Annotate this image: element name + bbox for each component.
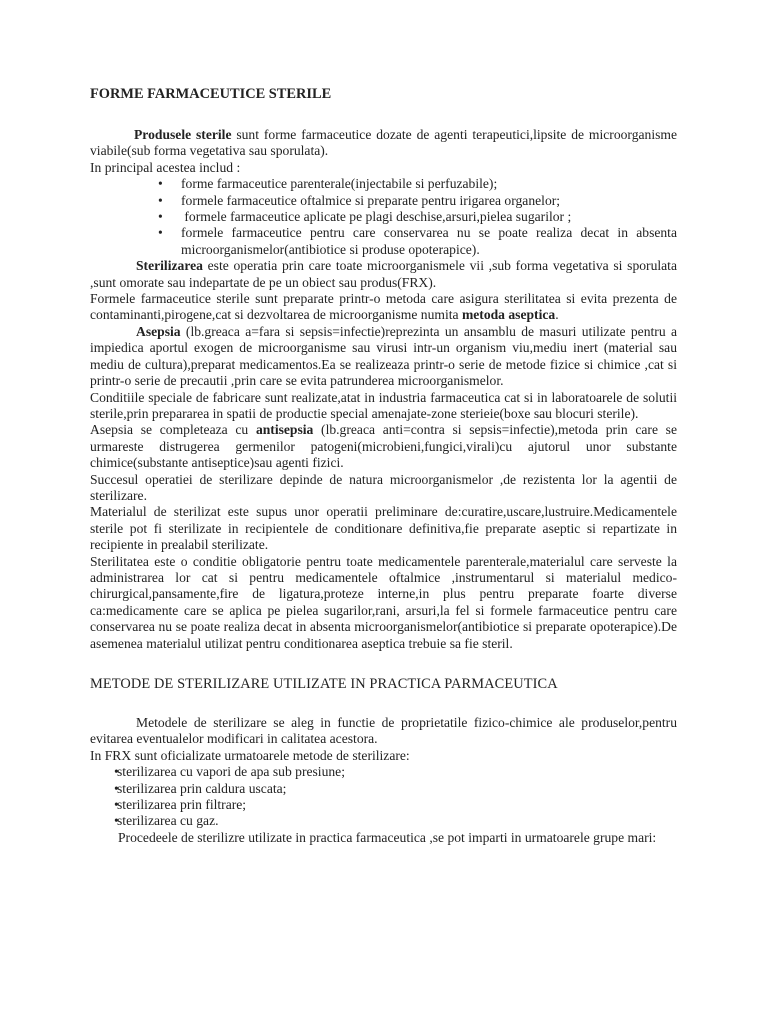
paragraph-metodele-de-sterilizare: Metodele de sterilizare se aleg in functie de proprietatile fizico-chimice ale produselor,pentru evitarea eventualelor modificari in calitatea acestora. — [90, 715, 677, 747]
list-item: • formele farmaceutice aplicate pe plagi deschise,arsuri,pielea sugarilor ; — [90, 209, 677, 225]
list-item: • sterilizarea prin caldura uscata; — [90, 781, 677, 797]
paragraph-text-rest: (lb.greaca anti=contra si sepsis=infectie),metoda prin care se urmareste distrugerea germenilor patogeni(microbieni,fungici,virali)cu ajutorul unor substante chimice(substante antiseptice)sau agenti fizici. — [90, 422, 677, 471]
document-page — [90, 86, 677, 846]
paragraph-text: Asepsia se completeaza cu — [90, 422, 256, 438]
list-item: • sterilizarea cu vapori de apa sub presiune; — [90, 764, 677, 780]
term-metoda-aseptica: metoda aseptica — [461, 307, 556, 323]
list-item: • formele farmaceutice oftalmice si preparate pentru irigarea organelor; — [90, 193, 677, 209]
document-title: FORME FARMACEUTICE STERILE — [90, 86, 332, 102]
paragraph-produse-sterile — [90, 127, 677, 160]
paragraph-sterilizarea — [90, 258, 677, 291]
paragraph-text: (lb.greaca a=fara si sepsis=infectie)reprezinta un ansamblu de masuri utilizate pentru a impiedica aportul exogen de microorganisme sau virusi intr-un organism viu,mediu inert (material sau mediu de cultura),preparat medicamentos.Ea se realizeaza printr-o serie de metode fizice si chimice ,cat si printr-o serie de precautii ,prin care se evita patrunderea microorganismelor. — [90, 323, 677, 389]
term-produse-sterile: Produsele sterile — [134, 127, 232, 142]
paragraph-succesul-operatiei: Succesul operatiei de sterilizare depinde de natura microorganismelor ,de rezistenta lor la agentii de sterilizare. — [90, 471, 677, 503]
paragraph-asepsia — [90, 324, 677, 390]
list-item: • formele farmaceutice pentru care conservarea nu se poate realiza decat in absenta microorganismelor(antibiotice si produse opoterapice). — [90, 225, 677, 258]
paragraph-metoda-aseptica — [90, 291, 677, 324]
paragraph-text: Formele farmaceutice sterile sunt preparate printr-o metoda care asigura sterilitatea si evita prezenta de contaminanti,pirogene,cat si dezvoltarea de microorganisme numita — [90, 291, 677, 323]
list-item: • sterilizarea cu gaz. — [90, 813, 677, 829]
paragraph-intro-list: In principal acestea includ : — [90, 159, 241, 175]
forme-sterile-list — [90, 176, 677, 258]
term-antisepsia: antisepsia — [255, 422, 314, 438]
paragraph-conditii-fabricare: Conditiile speciale de fabricare sunt realizate,atat in industria farmaceutica cat si in laboratoarele de solutii sterile,prin prepararea in spatii de productie special amenajate-zone sterieie(boxe sau blocuri sterile). — [90, 389, 677, 421]
paragraph-antisepsia — [90, 422, 677, 471]
list-item: • forme farmaceutice parenterale(injectabile si perfuzabile); — [90, 176, 677, 192]
paragraph-procedee: Procedeele de sterilizre utilizate in practica farmaceutica ,se pot imparti in urmatoarele grupe mari: — [118, 829, 657, 845]
section-heading-metode: METODE DE STERILIZARE UTILIZATE IN PRACTICA PARMACEUTICA — [90, 676, 558, 692]
paragraph-frx-metode: In FRX sunt oficializate urmatoarele metode de sterilizare: — [90, 747, 410, 763]
paragraph-materialul-de-sterilizat: Materialul de sterilizat este supus unor operatii preliminare de:curatire,uscare,lustruire.Medicamentele sterile pot fi sterilizate in recipientele de conditionare definitiva,fie preparate aseptic si repartizate in recipiente in prealabil sterilizate. — [90, 504, 677, 553]
metode-sterilizare-list — [90, 764, 677, 830]
paragraph-text-end: . — [555, 307, 559, 323]
paragraph-sterilitatea: Sterilitatea este o conditie obligatorie pentru toate medicamentele parenterale,materialul care serveste la administrarea lor cat si pentru medicamentele oftalmice ,instrumentarul si materialul medico-chirurgical,pansamente,fire de ligatura,proteze interne,in plus pentru preparate foarte diverse ca:medicamente care se aplica pe pielea sugarilor,rani, arsuri,la fel si formele farmaceutice pentru care conservarea nu se poate realiza decat in absenta microorganismelor(antibiotice si preparate opoterapice).De asemenea materialul utilizat pentru conditionarea aseptica trebuie sa fie steril. — [90, 553, 677, 651]
paragraph-text: sunt forme farmaceutice dozate de agenti terapeutici,lipsite de microorganisme viabile(sub forma vegetativa sau sporulata). — [90, 127, 677, 159]
list-item: • sterilizarea prin filtrare; — [90, 797, 677, 813]
term-asepsia: Asepsia — [136, 323, 181, 339]
paragraph-text: este operatia prin care toate microorganismele vii ,sub forma vegetativa si sporulata ,sunt omorate sau indepartate de pe un obiect sau produs(FRX). — [90, 258, 677, 290]
term-sterilizarea: Sterilizarea — [136, 258, 203, 274]
